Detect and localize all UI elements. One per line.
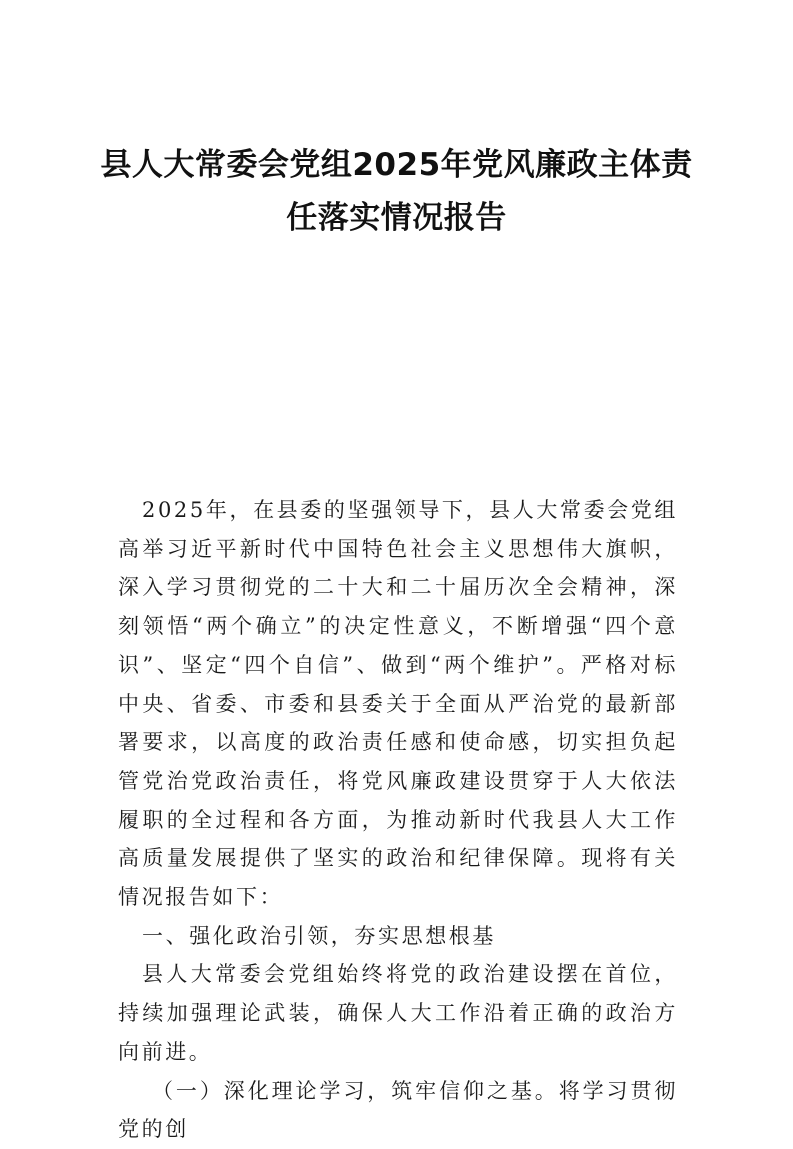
document-body (118, 491, 678, 1149)
document-title (100, 139, 693, 245)
subsection-1-text: （一）深化理论学习，筑牢信仰之基。将学习贯彻党的创 (118, 1078, 678, 1142)
intro-paragraph: 2025年，在县委的坚强领导下，县人大常委会党组高举习近平新时代中国特色社会主义思想伟大旗帜，深入学习贯彻党的二十大和二十届历次全会精神，深刻领悟“两个确立”的决定性意义，不断增强“四个意识”、坚定“四个自信”、做到“两个维护”。严格对标中央、省委、市委和县委关于全面从严治党的最新部署要求，以高度的政治责任感和使命感，切实担负起管党治党政治责任，将党风廉政建设贯穿于人大依法履职的全过程和各方面，为推动新时代我县人大工作高质量发展提供了坚实的政治和纪律保障。现将有关情况报告如下： (118, 498, 678, 910)
section-1-paragraph: 县人大常委会党组始终将党的政治建设摆在首位，持续加强理论武装，确保人大工作沿着正确的政治方向前进。 (118, 962, 678, 1064)
section-1-heading: 一、强化政治引领，夯实思想根基 (142, 923, 496, 948)
document-title-line-1: 县人大常委会党组2025年党风廉政主体责 (100, 146, 693, 183)
document-title-line-2: 任落实情况报告 (286, 199, 507, 236)
